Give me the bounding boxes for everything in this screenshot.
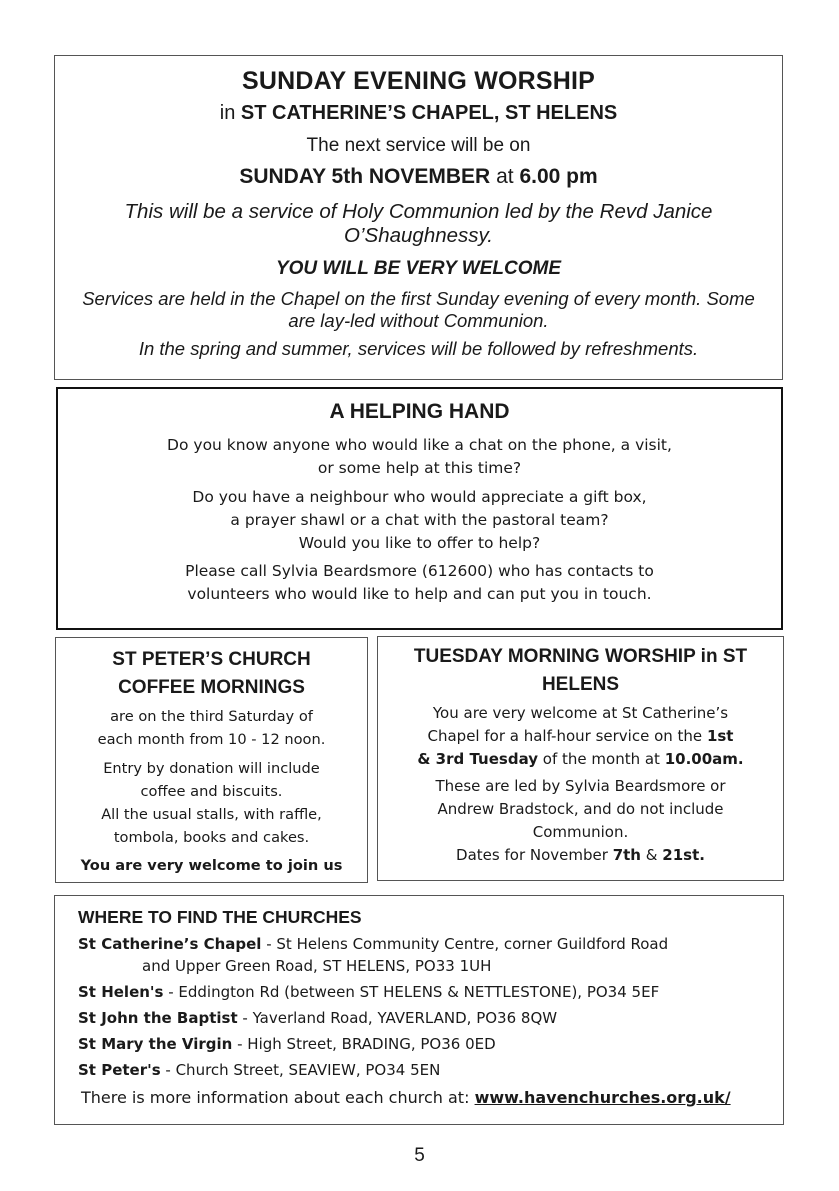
church-address: - Yaverland Road, YAVERLAND, PO36 8QW xyxy=(242,1009,558,1027)
refreshments-text: In the spring and summer, services will be followed by refreshments. xyxy=(138,338,699,359)
tuesday-line3 xyxy=(378,748,783,771)
more-info-line xyxy=(81,1086,783,1110)
tuesday-line7-b: 7th xyxy=(612,846,641,864)
worship-location-line xyxy=(55,99,782,127)
church-name: St John the Baptist xyxy=(78,1009,238,1027)
church-address: - Church Street, SEAVIEW, PO34 5EN xyxy=(165,1061,441,1079)
coffee-title-line1: ST PETER’S CHURCH xyxy=(112,649,311,670)
church-address-continued: and Upper Green Road, ST HELENS, PO33 1UH xyxy=(142,957,492,975)
tuesday-line3-a: & 3rd Tuesday xyxy=(417,750,539,768)
helping-q2-line1: Do you have a neighbour who would appreciate a gift box, xyxy=(192,488,647,506)
service-date: SUNDAY 5th NOVEMBER xyxy=(239,165,491,188)
helping-q2-line2: a prayer shawl or a chat with the pastoral team? xyxy=(230,511,609,529)
sunday-worship-title: SUNDAY EVENING WORSHIP xyxy=(241,67,596,95)
in-text: in xyxy=(219,102,236,124)
services-held-text: Services are held in the Chapel on the first Sunday evening of every month. Some are lay-led without Communion. xyxy=(82,288,755,331)
tuesday-title: TUESDAY MORNING WORSHIP in ST HELENS xyxy=(413,646,748,695)
tuesday-line4: These are led by Sylvia Beardsmore or xyxy=(435,777,726,795)
coffee-mornings-box xyxy=(55,637,368,883)
coffee-line3: Entry by donation will include xyxy=(103,760,320,777)
service-time: 6.00 pm xyxy=(519,165,598,188)
coffee-line6: tombola, books and cakes. xyxy=(113,829,310,846)
church-name: St Helen's xyxy=(78,983,164,1001)
church-address: - St Helens Community Centre, corner Guildford Road xyxy=(266,935,669,953)
welcome-text: YOU WILL BE VERY WELCOME xyxy=(275,258,562,279)
website-link[interactable]: www.havenchurches.org.uk/ xyxy=(474,1088,731,1107)
tuesday-line7-c: & xyxy=(645,846,658,864)
coffee-title-line2: COFFEE MORNINGS xyxy=(118,677,305,698)
coffee-line2: each month from 10 - 12 noon. xyxy=(97,731,326,748)
church-address: - High Street, BRADING, PO36 0ED xyxy=(237,1035,496,1053)
sunday-worship-box xyxy=(54,55,783,380)
helping-call-line1: Please call Sylvia Beardsmore (612600) who has contacts to xyxy=(185,562,654,580)
find-churches-title: WHERE TO FIND THE CHURCHES xyxy=(78,907,362,927)
church-address: - Eddington Rd (between ST HELENS & NETTLESTONE), PO34 5EF xyxy=(168,983,660,1001)
tuesday-worship-box xyxy=(377,636,784,881)
church-name: St Peter's xyxy=(78,1061,161,1079)
coffee-welcome: You are very welcome to join us xyxy=(80,857,343,874)
church-name: St Catherine’s Chapel xyxy=(78,935,262,953)
more-info-text: There is more information about each church at: xyxy=(81,1088,470,1107)
tuesday-line6: Communion. xyxy=(532,823,629,841)
church-entry xyxy=(78,981,783,1003)
at-text: at xyxy=(496,165,514,188)
coffee-line1: are on the third Saturday of xyxy=(110,708,313,725)
church-entry xyxy=(78,1033,783,1055)
helping-hand-box xyxy=(56,387,783,630)
helping-q1-line1: Do you know anyone who would like a chat on the phone, a visit, xyxy=(167,436,672,454)
church-entry xyxy=(78,933,783,955)
tuesday-line1: You are very welcome at St Catherine’s xyxy=(432,704,729,722)
tuesday-line2 xyxy=(378,725,783,748)
tuesday-line7-d: 21st. xyxy=(662,846,705,864)
worship-location: ST CATHERINE’S CHAPEL, ST HELENS xyxy=(240,102,618,124)
coffee-line4: coffee and biscuits. xyxy=(140,783,283,800)
church-entry xyxy=(78,1007,783,1029)
coffee-line5: All the usual stalls, with raffle, xyxy=(101,806,322,823)
tuesday-line2-a: Chapel for a half-hour service on the xyxy=(427,727,703,745)
next-service-text: The next service will be on xyxy=(306,135,531,156)
helping-q1-line2: or some help at this time? xyxy=(317,459,522,477)
helping-hand-title: A HELPING HAND xyxy=(329,400,510,423)
service-date-line xyxy=(55,162,782,191)
find-churches-box xyxy=(54,895,784,1125)
helping-call-line2: volunteers who would like to help and can put you in touch. xyxy=(187,585,652,603)
page-number: 5 xyxy=(414,1145,425,1166)
tuesday-line5: Andrew Bradstock, and do not include xyxy=(437,800,724,818)
tuesday-line2-b: 1st xyxy=(706,727,734,745)
communion-text: This will be a service of Holy Communion led by the Revd Janice O’Shaughnessy. xyxy=(124,200,713,247)
church-entry xyxy=(78,1059,783,1081)
helping-q2-line3: Would you like to offer to help? xyxy=(298,534,541,552)
tuesday-line7-a: Dates for November xyxy=(456,846,608,864)
tuesday-line3-b: of the month at xyxy=(542,750,660,768)
church-name: St Mary the Virgin xyxy=(78,1035,233,1053)
tuesday-line7 xyxy=(378,844,783,867)
tuesday-line3-c: 10.00am. xyxy=(664,750,744,768)
